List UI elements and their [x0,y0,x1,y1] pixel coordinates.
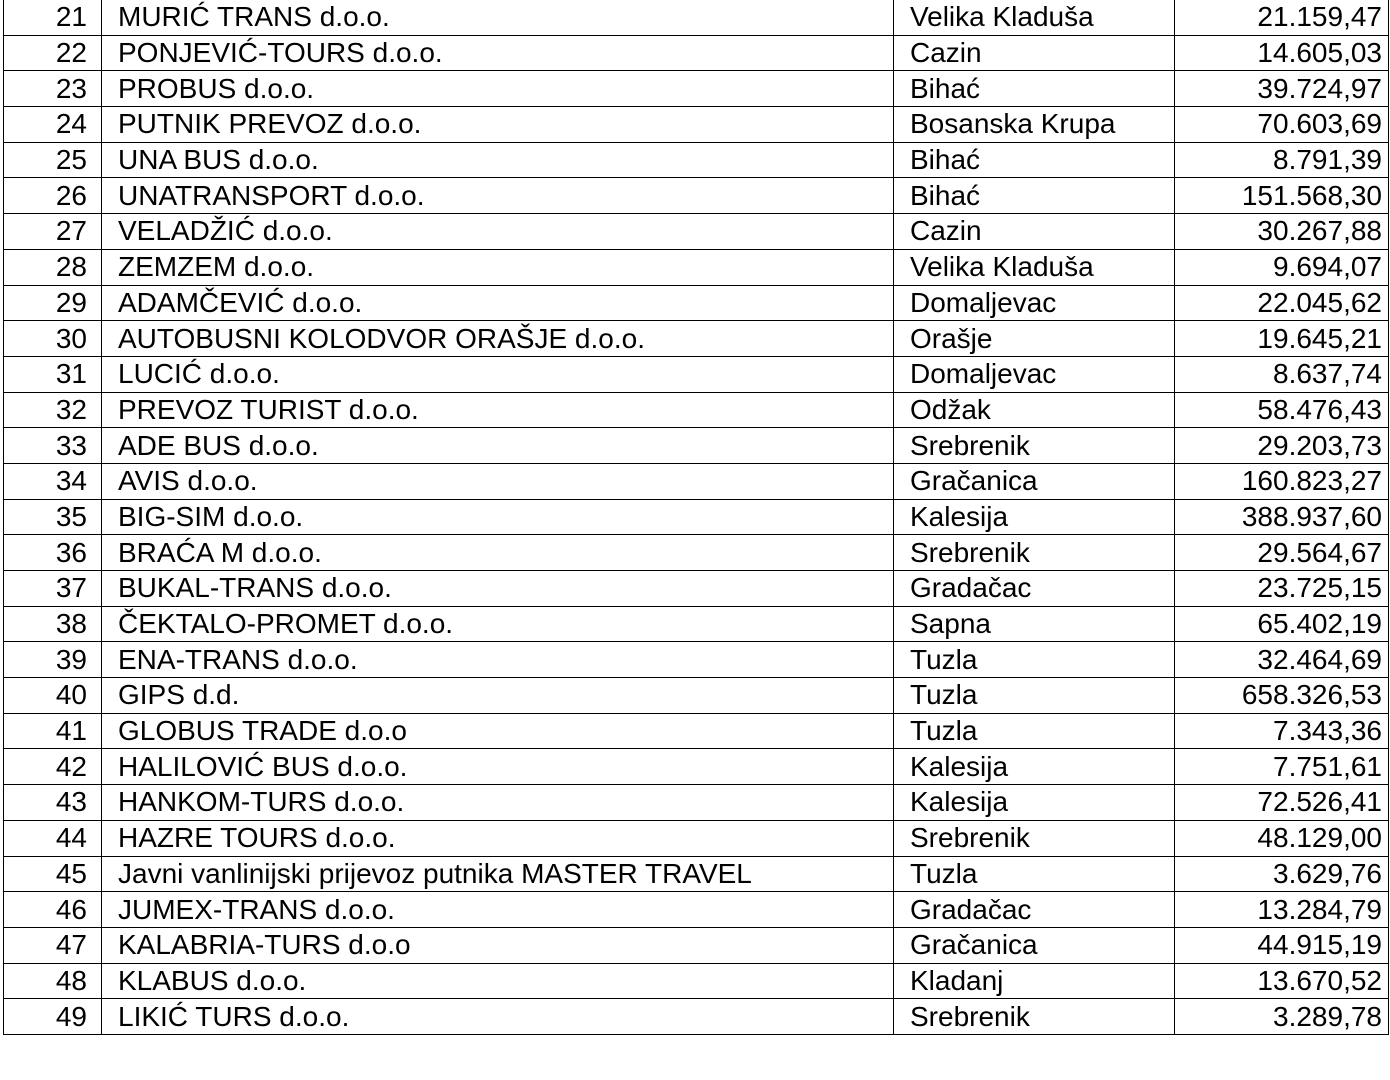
city-cell: Bihać [894,71,1175,107]
table-row [4,642,1389,678]
row-number-cell: 22 [4,35,102,71]
table-row [4,0,1389,35]
company-name-cell: AUTOBUSNI KOLODVOR ORAŠJE d.o.o. [102,321,894,357]
table-row [4,356,1389,392]
city-cell: Srebrenik [894,428,1175,464]
table-row [4,678,1389,714]
company-name-cell: ADAMČEVIĆ d.o.o. [102,285,894,321]
table-row [4,35,1389,71]
company-name-cell: HANKOM-TURS d.o.o. [102,785,894,821]
city-cell: Orašje [894,321,1175,357]
table-row [4,107,1389,143]
table-row [4,785,1389,821]
city-cell: Tuzla [894,678,1175,714]
company-name-cell: GLOBUS TRADE d.o.o [102,713,894,749]
row-number-cell: 26 [4,178,102,214]
city-cell: Gradačac [894,892,1175,928]
city-cell: Bihać [894,142,1175,178]
city-cell: Srebrenik [894,999,1175,1035]
row-number-cell: 45 [4,856,102,892]
table-row [4,428,1389,464]
amount-cell: 29.203,73 [1175,428,1389,464]
city-cell: Srebrenik [894,820,1175,856]
city-cell: Bosanska Krupa [894,107,1175,143]
amount-cell: 13.670,52 [1175,963,1389,999]
row-number-cell: 31 [4,356,102,392]
table-row [4,142,1389,178]
company-name-cell: HAZRE TOURS d.o.o. [102,820,894,856]
table-body [4,0,1389,1034]
company-name-cell: ADE BUS d.o.o. [102,428,894,464]
company-name-cell: PONJEVIĆ-TOURS d.o.o. [102,35,894,71]
row-number-cell: 36 [4,535,102,571]
carrier-table [3,0,1389,1035]
row-number-cell: 40 [4,678,102,714]
table-row [4,963,1389,999]
company-name-cell: PREVOZ TURIST d.o.o. [102,392,894,428]
row-number-cell: 25 [4,142,102,178]
amount-cell: 3.629,76 [1175,856,1389,892]
amount-cell: 44.915,19 [1175,927,1389,963]
company-name-cell: MURIĆ TRANS d.o.o. [102,0,894,35]
city-cell: Gračanica [894,463,1175,499]
amount-cell: 72.526,41 [1175,785,1389,821]
table-row [4,321,1389,357]
city-cell: Domaljevac [894,285,1175,321]
table-row [4,927,1389,963]
table-row [4,571,1389,607]
table-row [4,392,1389,428]
city-cell: Gračanica [894,927,1175,963]
amount-cell: 9.694,07 [1175,249,1389,285]
city-cell: Kalesija [894,499,1175,535]
amount-cell: 29.564,67 [1175,535,1389,571]
row-number-cell: 37 [4,571,102,607]
company-name-cell: BUKAL-TRANS d.o.o. [102,571,894,607]
amount-cell: 7.343,36 [1175,713,1389,749]
row-number-cell: 33 [4,428,102,464]
city-cell: Domaljevac [894,356,1175,392]
row-number-cell: 27 [4,214,102,250]
city-cell: Odžak [894,392,1175,428]
amount-cell: 22.045,62 [1175,285,1389,321]
row-number-cell: 28 [4,249,102,285]
amount-cell: 21.159,47 [1175,0,1389,35]
amount-cell: 14.605,03 [1175,35,1389,71]
city-cell: Sapna [894,606,1175,642]
company-name-cell: AVIS d.o.o. [102,463,894,499]
table-row [4,535,1389,571]
city-cell: Srebrenik [894,535,1175,571]
company-name-cell: GIPS d.d. [102,678,894,714]
city-cell: Kladanj [894,963,1175,999]
row-number-cell: 23 [4,71,102,107]
table-row [4,214,1389,250]
company-name-cell: ZEMZEM d.o.o. [102,249,894,285]
row-number-cell: 32 [4,392,102,428]
amount-cell: 13.284,79 [1175,892,1389,928]
city-cell: Bihać [894,178,1175,214]
company-name-cell: Javni vanlinijski prijevoz putnika MASTER TRAVEL [102,856,894,892]
company-name-cell: VELADŽIĆ d.o.o. [102,214,894,250]
company-name-cell: HALILOVIĆ BUS d.o.o. [102,749,894,785]
city-cell: Gradačac [894,571,1175,607]
table-row [4,856,1389,892]
company-name-cell: KALABRIA-TURS d.o.o [102,927,894,963]
amount-cell: 39.724,97 [1175,71,1389,107]
company-name-cell: PROBUS d.o.o. [102,71,894,107]
company-name-cell: ČEKTALO-PROMET d.o.o. [102,606,894,642]
company-name-cell: PUTNIK PREVOZ d.o.o. [102,107,894,143]
city-cell: Tuzla [894,713,1175,749]
city-cell: Tuzla [894,856,1175,892]
company-name-cell: LIKIĆ TURS d.o.o. [102,999,894,1035]
table-row [4,463,1389,499]
amount-cell: 65.402,19 [1175,606,1389,642]
row-number-cell: 49 [4,999,102,1035]
table-row [4,749,1389,785]
table-row [4,820,1389,856]
amount-cell: 32.464,69 [1175,642,1389,678]
amount-cell: 8.791,39 [1175,142,1389,178]
row-number-cell: 29 [4,285,102,321]
row-number-cell: 21 [4,0,102,35]
company-name-cell: KLABUS d.o.o. [102,963,894,999]
amount-cell: 30.267,88 [1175,214,1389,250]
row-number-cell: 42 [4,749,102,785]
row-number-cell: 24 [4,107,102,143]
amount-cell: 8.637,74 [1175,356,1389,392]
row-number-cell: 39 [4,642,102,678]
table-row [4,249,1389,285]
company-name-cell: LUCIĆ d.o.o. [102,356,894,392]
table-row [4,499,1389,535]
amount-cell: 48.129,00 [1175,820,1389,856]
table-row [4,892,1389,928]
company-name-cell: UNATRANSPORT d.o.o. [102,178,894,214]
table-row [4,71,1389,107]
company-name-cell: UNA BUS d.o.o. [102,142,894,178]
amount-cell: 3.289,78 [1175,999,1389,1035]
row-number-cell: 47 [4,927,102,963]
row-number-cell: 44 [4,820,102,856]
table-row [4,999,1389,1035]
company-name-cell: JUMEX-TRANS d.o.o. [102,892,894,928]
row-number-cell: 46 [4,892,102,928]
row-number-cell: 35 [4,499,102,535]
table-row [4,285,1389,321]
amount-cell: 388.937,60 [1175,499,1389,535]
amount-cell: 160.823,27 [1175,463,1389,499]
city-cell: Velika Kladuša [894,0,1175,35]
amount-cell: 658.326,53 [1175,678,1389,714]
table-row [4,178,1389,214]
row-number-cell: 43 [4,785,102,821]
amount-cell: 19.645,21 [1175,321,1389,357]
city-cell: Cazin [894,35,1175,71]
city-cell: Kalesija [894,785,1175,821]
city-cell: Kalesija [894,749,1175,785]
city-cell: Cazin [894,214,1175,250]
amount-cell: 58.476,43 [1175,392,1389,428]
row-number-cell: 41 [4,713,102,749]
city-cell: Tuzla [894,642,1175,678]
company-name-cell: BRAĆA M d.o.o. [102,535,894,571]
amount-cell: 23.725,15 [1175,571,1389,607]
city-cell: Velika Kladuša [894,249,1175,285]
row-number-cell: 34 [4,463,102,499]
company-name-cell: ENA-TRANS d.o.o. [102,642,894,678]
amount-cell: 151.568,30 [1175,178,1389,214]
table-row [4,606,1389,642]
row-number-cell: 38 [4,606,102,642]
table-row [4,713,1389,749]
amount-cell: 7.751,61 [1175,749,1389,785]
row-number-cell: 48 [4,963,102,999]
company-name-cell: BIG-SIM d.o.o. [102,499,894,535]
row-number-cell: 30 [4,321,102,357]
amount-cell: 70.603,69 [1175,107,1389,143]
